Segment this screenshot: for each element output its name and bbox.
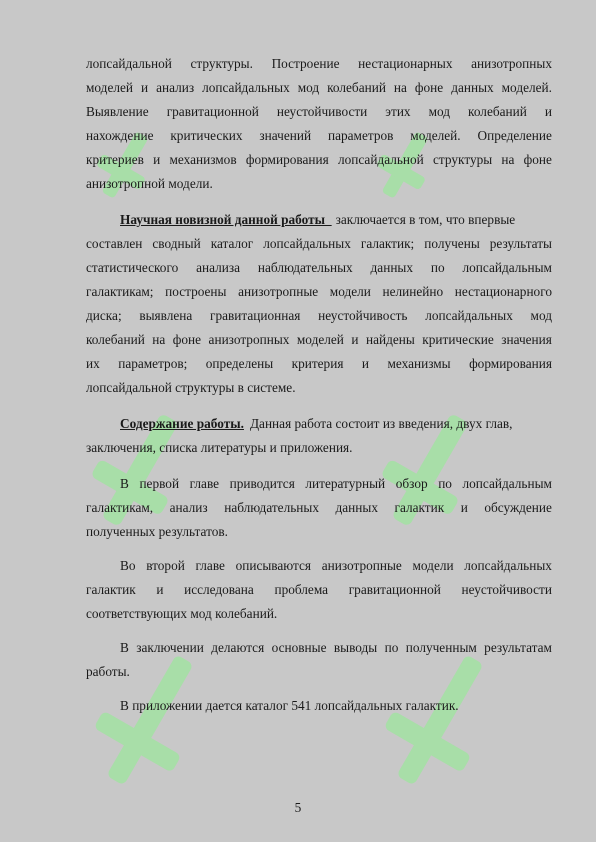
page-number: 5 <box>294 800 302 815</box>
section-heading-novelty: Научная новизной данной работы <box>120 212 325 227</box>
text-line: колебаний на фоне анизотропных моделей и найдены критические значения <box>86 332 552 347</box>
heading-continuation: заключается в том, что впервые <box>335 212 516 227</box>
text-line: их параметров; определены критерия и механизмы формирования <box>86 356 552 371</box>
text-line: анизотропной модели. <box>86 176 213 191</box>
text-line: В первой главе приводится литературный обзор по лопсайдальным <box>120 476 552 491</box>
text-line: заключения, списка литературы и приложения. <box>86 440 353 455</box>
text-line: лопсайдальной структуры. Построение нестационарных анизотропных <box>86 56 552 71</box>
text-line <box>120 416 552 432</box>
text-line: полученных результатов. <box>86 524 228 539</box>
text-line: составлен сводный каталог лопсайдальных галактик; получены результаты <box>86 236 552 251</box>
text-line: работы. <box>86 664 130 679</box>
text-line: В заключении делаются основные выводы по полученным результатам <box>120 640 552 655</box>
text-line: Выявление гравитационной неустойчивости этих мод колебаний и <box>86 104 552 119</box>
text-line: Во второй главе описываются анизотропные модели лопсайдальных <box>120 558 552 573</box>
text-line: галактик и исследована проблема гравитационной неустойчивости <box>86 582 552 597</box>
text-line: В приложении дается каталог 541 лопсайдальных галактик. <box>120 698 459 713</box>
text-line: критериев и механизмов формирования лопсайдальной структуры на фоне <box>86 152 552 167</box>
text-line: статистического анализа наблюдательных данных по лопсайдальным <box>86 260 552 275</box>
text-line <box>120 212 552 228</box>
text-line: диска; выявлена гравитационная неустойчивость лопсайдальных мод <box>86 308 552 323</box>
section-heading-contents: Содержание работы. <box>120 416 244 431</box>
text-line: лопсайдальной структуры в системе. <box>86 380 296 395</box>
text-line: моделей и анализ лопсайдальных мод колебаний на фоне данных моделей. <box>86 80 552 95</box>
text-line: галактикам; построены анизотропные модели нелинейно нестационарного <box>86 284 552 299</box>
text-line: соответствующих мод колебаний. <box>86 606 278 621</box>
heading-continuation: Данная работа состоит из введения, двух глав, <box>249 416 513 431</box>
text-line: галактикам, анализ наблюдательных данных галактик и обсуждение <box>86 500 552 515</box>
text-line: нахождение критических значений параметров моделей. Определение <box>86 128 552 143</box>
